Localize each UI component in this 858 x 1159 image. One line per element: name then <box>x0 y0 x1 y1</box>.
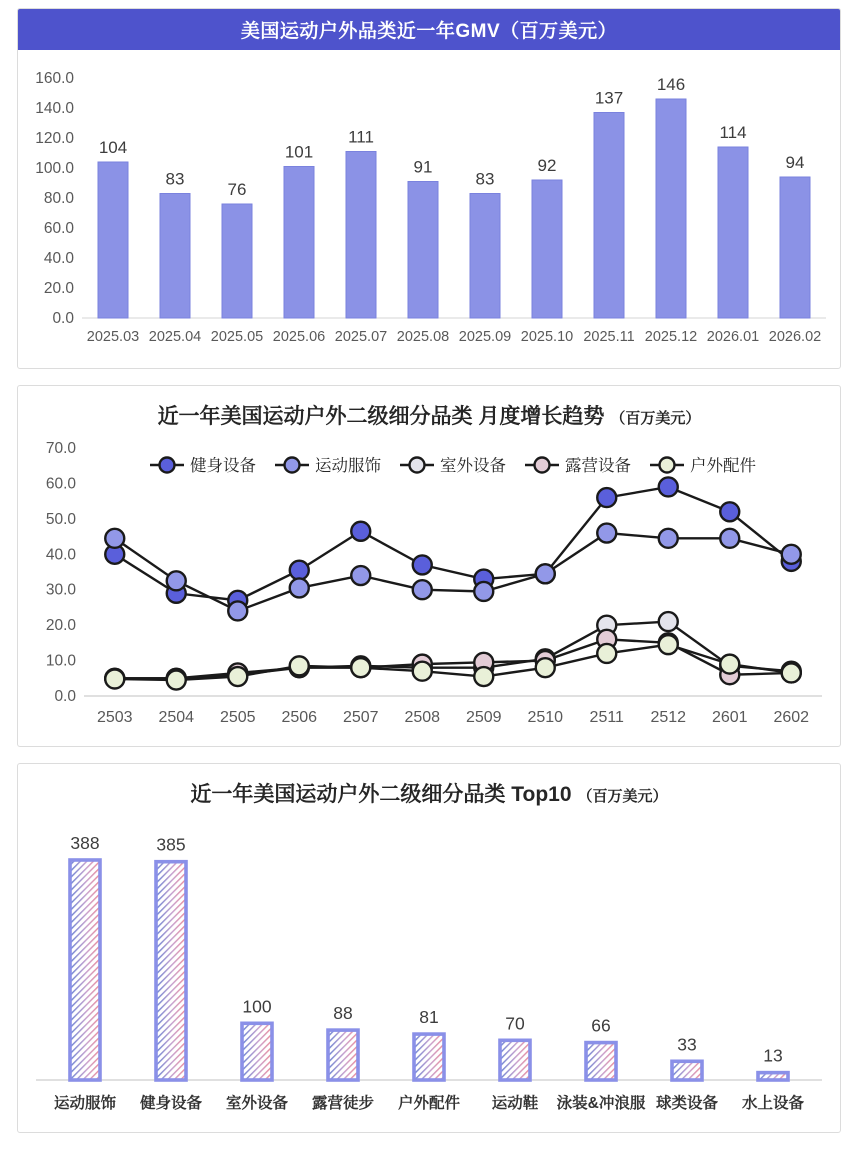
data-point-marker <box>720 655 739 674</box>
x-tick-label: 2025.07 <box>334 329 388 345</box>
series-line <box>115 487 792 600</box>
data-point-marker <box>351 566 370 585</box>
bar-group <box>70 860 100 1080</box>
bar-value-label: 100 <box>242 996 272 1017</box>
data-point-marker <box>413 580 432 599</box>
data-point-marker <box>228 601 247 620</box>
top10-title-unit: （百万美元） <box>577 788 668 805</box>
data-point-marker <box>597 644 616 663</box>
gmv-monthly-card <box>17 8 841 369</box>
bar-value-label: 94 <box>785 153 805 172</box>
bar-hatch-overlay <box>242 1023 272 1080</box>
x-tick-label: 2503 <box>96 709 133 726</box>
bar-value-label: 114 <box>719 123 747 142</box>
bar-group <box>758 1073 788 1080</box>
bar <box>532 180 562 318</box>
gmv-bar-chart <box>18 50 840 368</box>
bar-hatch-overlay <box>328 1030 358 1080</box>
bar <box>160 194 190 319</box>
bar-value-label: 92 <box>537 156 557 175</box>
bar-value-label: 101 <box>284 142 314 162</box>
x-tick-label: 2025.03 <box>86 329 140 345</box>
bar-group <box>414 1034 444 1080</box>
legend-marker <box>285 458 300 473</box>
x-tick-label: 户外配件 <box>397 1095 461 1112</box>
bar-value-label: 81 <box>419 1007 439 1028</box>
bar-group <box>242 1023 272 1080</box>
legend-marker <box>660 458 675 473</box>
bar <box>284 167 314 319</box>
trend-line-chart <box>18 432 840 746</box>
bar-hatch-overlay <box>500 1040 530 1080</box>
data-point-marker <box>351 522 370 541</box>
x-tick-label: 2601 <box>711 709 748 726</box>
x-tick-label: 2506 <box>281 709 318 726</box>
bar-value-label: 88 <box>333 1003 353 1024</box>
y-tick-label: 60.0 <box>43 220 74 237</box>
y-tick-label: 40.0 <box>45 546 76 564</box>
data-point-marker <box>167 671 186 690</box>
x-tick-label: 运动鞋 <box>491 1095 539 1112</box>
gmv-chart-title: 美国运动户外品类近一年GMV（百万美元） <box>18 9 840 50</box>
bar-hatch-overlay <box>156 862 186 1080</box>
y-tick-label: 140.0 <box>35 100 74 117</box>
x-tick-label: 2025.09 <box>458 329 512 345</box>
data-point-marker <box>351 658 370 677</box>
data-point-marker <box>659 612 678 631</box>
bar-value-label: 111 <box>348 127 374 147</box>
y-tick-label: 60.0 <box>45 475 76 493</box>
y-tick-label: 100.0 <box>35 160 74 177</box>
x-tick-label: 2025.10 <box>520 329 574 345</box>
bar <box>656 99 686 318</box>
top10-bar-chart-svg <box>18 812 840 1128</box>
y-tick-label: 0.0 <box>54 688 76 705</box>
trend-chart-title <box>18 386 840 432</box>
x-tick-label: 2504 <box>158 709 195 726</box>
y-tick-label: 10.0 <box>45 652 76 670</box>
bar-value-label: 146 <box>656 75 686 94</box>
legend-label: 运动服饰 <box>315 457 381 475</box>
y-tick-label: 40.0 <box>43 250 74 267</box>
bar <box>594 113 624 319</box>
bar-value-label: 66 <box>591 1015 611 1036</box>
x-tick-label: 2510 <box>527 709 564 726</box>
data-point-marker <box>290 561 309 580</box>
bar-value-label: 83 <box>475 169 495 189</box>
legend-item <box>150 456 257 475</box>
x-tick-label: 2025.12 <box>644 329 698 345</box>
data-point-marker <box>659 477 678 496</box>
data-point-marker <box>720 529 739 548</box>
y-tick-label: 20.0 <box>45 617 76 635</box>
top10-title-text: 近一年美国运动户外二级细分品类 Top10 <box>190 783 572 806</box>
data-point-marker <box>413 662 432 681</box>
data-point-marker <box>659 529 678 548</box>
bar-value-label: 70 <box>505 1013 525 1034</box>
data-point-marker <box>105 669 124 688</box>
top10-chart-title <box>18 764 840 810</box>
legend-marker <box>410 458 425 473</box>
y-tick-label: 160.0 <box>35 70 74 87</box>
legend-label: 露营设备 <box>565 457 631 475</box>
data-point-marker <box>290 578 309 597</box>
legend-item <box>400 456 507 475</box>
bar-value-label: 33 <box>677 1034 697 1055</box>
x-tick-label: 2508 <box>404 709 441 726</box>
data-point-marker <box>597 488 616 507</box>
bar <box>346 152 376 319</box>
y-tick-label: 0.0 <box>52 310 74 327</box>
x-tick-label: 2025.11 <box>583 329 635 345</box>
y-tick-label: 120.0 <box>35 130 74 147</box>
bar <box>780 177 810 318</box>
data-point-marker <box>782 545 801 564</box>
bar-value-label: 91 <box>413 157 433 177</box>
x-tick-label: 水上设备 <box>741 1095 805 1112</box>
trend-title-text: 近一年美国运动户外二级细分品类 月度增长趋势 <box>157 405 605 428</box>
bar-group <box>500 1040 530 1080</box>
x-tick-label: 2025.04 <box>148 329 202 345</box>
x-tick-label: 运动服饰 <box>53 1095 117 1112</box>
y-tick-label: 70.0 <box>45 440 76 457</box>
legend-item <box>525 456 632 475</box>
data-point-marker <box>167 571 186 590</box>
gmv-bar-chart-svg <box>18 52 840 364</box>
x-tick-label: 球类设备 <box>655 1095 719 1112</box>
x-tick-label: 2505 <box>219 709 256 726</box>
bar-value-label: 137 <box>594 88 624 108</box>
bar-value-label: 83 <box>165 169 185 189</box>
bar-value-label: 385 <box>156 834 186 855</box>
legend-marker <box>535 458 550 473</box>
x-tick-label: 2509 <box>465 709 502 726</box>
legend-item <box>275 456 382 475</box>
trend-title-unit: （百万美元） <box>610 410 701 427</box>
legend-marker <box>160 458 175 473</box>
series-line <box>115 622 792 679</box>
bar <box>470 194 500 319</box>
x-tick-label: 2025.08 <box>396 329 450 345</box>
legend-label: 室外设备 <box>440 457 506 475</box>
y-tick-label: 80.0 <box>43 190 74 207</box>
bar <box>98 162 128 318</box>
bar-value-label: 13 <box>763 1045 783 1066</box>
legend-label: 健身设备 <box>190 457 256 475</box>
bar-value-label: 104 <box>98 138 128 157</box>
x-tick-label: 2025.06 <box>272 329 326 345</box>
data-point-marker <box>659 635 678 654</box>
x-tick-label: 2025.05 <box>210 329 264 345</box>
bar-value-label: 76 <box>227 180 247 199</box>
data-point-marker <box>290 656 309 675</box>
top10-card <box>17 763 841 1133</box>
bar-group <box>328 1030 358 1080</box>
bar <box>718 147 748 318</box>
legend-label: 户外配件 <box>690 457 756 475</box>
y-tick-label: 50.0 <box>45 510 76 528</box>
data-point-marker <box>105 529 124 548</box>
trend-monthly-card <box>17 385 841 747</box>
x-tick-label: 露营徒步 <box>311 1095 375 1112</box>
data-point-marker <box>720 502 739 521</box>
x-tick-label: 2026.02 <box>768 329 822 345</box>
bar-group <box>586 1043 616 1080</box>
y-tick-label: 30.0 <box>45 581 76 599</box>
x-tick-label: 室外设备 <box>225 1095 289 1112</box>
bar <box>222 204 252 318</box>
x-tick-label: 2511 <box>589 709 624 726</box>
data-point-marker <box>597 524 616 543</box>
bar-hatch-overlay <box>586 1043 616 1080</box>
x-tick-label: 健身设备 <box>139 1095 203 1112</box>
bar-hatch-overlay <box>414 1034 444 1080</box>
legend-item <box>650 456 756 475</box>
bar <box>408 182 438 319</box>
bar-group <box>156 862 186 1080</box>
y-tick-label: 20.0 <box>43 280 74 297</box>
x-tick-label: 2026.01 <box>706 329 760 345</box>
bar-group <box>672 1061 702 1080</box>
trend-line-chart-svg <box>18 434 840 742</box>
x-tick-label: 泳装&冲浪服 <box>556 1095 646 1112</box>
data-point-marker <box>536 658 555 677</box>
top10-bar-chart <box>18 810 840 1132</box>
x-tick-label: 2507 <box>342 709 379 726</box>
data-point-marker <box>474 667 493 686</box>
x-tick-label: 2512 <box>650 709 687 726</box>
data-point-marker <box>228 667 247 686</box>
data-point-marker <box>413 555 432 574</box>
data-point-marker <box>782 663 801 682</box>
bar-hatch-overlay <box>70 860 100 1080</box>
series-line <box>115 639 792 678</box>
bar-value-label: 388 <box>70 833 100 853</box>
x-tick-label: 2602 <box>773 709 810 726</box>
data-point-marker <box>536 564 555 583</box>
data-point-marker <box>474 582 493 601</box>
bar-hatch-overlay <box>672 1061 702 1080</box>
